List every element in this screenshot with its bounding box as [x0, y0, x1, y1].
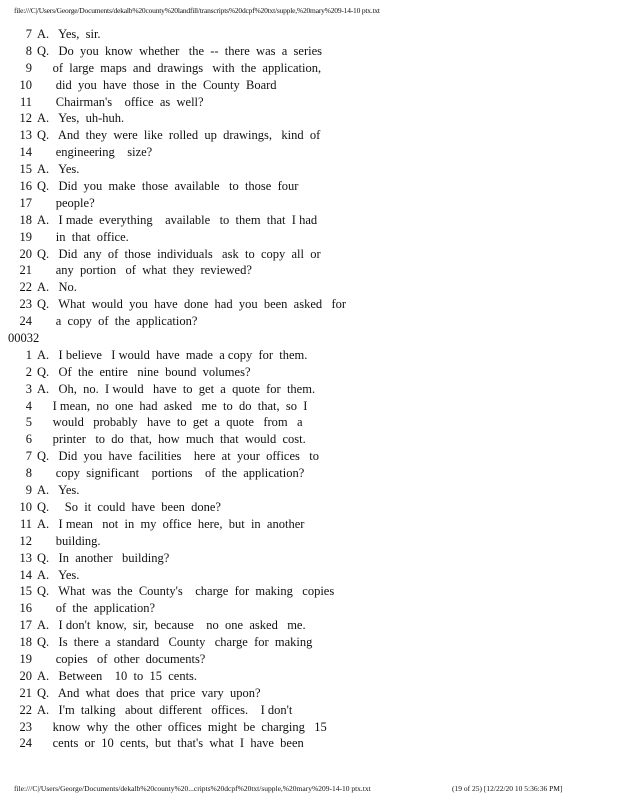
transcript-line — [14, 651, 614, 668]
line-text: people? — [37, 195, 95, 210]
line-number: 10 — [19, 499, 32, 514]
transcript-line — [14, 583, 614, 600]
line-text: Q. Did you make those available to those four — [37, 179, 299, 194]
line-text: building. — [37, 533, 101, 548]
line-number: 22 — [19, 280, 32, 295]
line-number: 1 — [25, 347, 32, 362]
line-number: 17 — [19, 618, 32, 633]
transcript-line — [14, 60, 614, 77]
line-number: 2 — [25, 364, 32, 379]
line-number: 5 — [25, 415, 32, 430]
line-text: of the application? — [37, 601, 156, 616]
transcript-line — [14, 229, 614, 246]
transcript-line — [14, 465, 614, 482]
line-text: A. Oh, no. I would have to get a quote for them. — [37, 381, 316, 396]
transcript-line — [14, 178, 614, 195]
line-number: 20 — [19, 246, 32, 261]
line-number: 10 — [19, 77, 32, 92]
line-number: 16 — [19, 601, 32, 616]
line-number: 16 — [19, 179, 32, 194]
line-text: of large maps and drawings with the application, — [37, 60, 322, 75]
line-text: A. I believe I would have made a copy for them. — [37, 347, 308, 362]
line-number: 18 — [19, 212, 32, 227]
line-text: Q. And what does that price vary upon? — [37, 685, 261, 700]
transcript-line — [14, 195, 614, 212]
transcript-line — [14, 43, 614, 60]
line-number: 6 — [25, 432, 32, 447]
line-text: Q. Of the entire nine bound volumes? — [37, 364, 251, 379]
line-number: 11 — [19, 94, 32, 109]
transcript-line — [14, 313, 614, 330]
line-text: Q. So it could have been done? — [37, 499, 221, 514]
transcript-line — [14, 279, 614, 296]
line-text: A. Yes. — [37, 567, 80, 582]
transcript-line — [14, 212, 614, 229]
transcript-line — [14, 398, 614, 415]
transcript-line — [14, 110, 614, 127]
line-text: would probably have to get a quote from a — [37, 415, 303, 430]
line-text: Q. Did any of those individuals ask to copy all or — [37, 246, 321, 261]
transcript-line — [14, 600, 614, 617]
line-text: A. Yes, sir. — [37, 27, 101, 41]
line-number: 8 — [25, 43, 32, 58]
line-number: 9 — [25, 483, 32, 498]
line-number: 3 — [25, 381, 32, 396]
file-path-footer: file:///C|/Users/George/Documents/dekalb%20county%20...cripts%20dcpf%20txt/supple,%20mary%209-14-10 ptx.txt — [14, 784, 371, 793]
line-number: 8 — [25, 466, 32, 481]
line-text: A. I made everything available to them that I had — [37, 212, 318, 227]
line-number: 17 — [19, 195, 32, 210]
line-text: did you have those in the County Board — [37, 77, 277, 92]
line-number: 11 — [19, 516, 32, 531]
line-text: A. Between 10 to 15 cents. — [37, 668, 198, 683]
line-text: A. I don't know, sir, because no one asked me. — [37, 618, 306, 633]
line-text: A. I'm talking about different offices. I don't — [37, 702, 293, 717]
transcript-line — [14, 617, 614, 634]
transcript-line — [14, 94, 614, 111]
transcript-line — [14, 634, 614, 651]
line-text: A. Yes. — [37, 162, 80, 177]
line-text: Q. Did you have facilities here at your offices to — [37, 449, 319, 464]
transcript-line — [14, 702, 614, 719]
transcript-line — [14, 550, 614, 567]
line-number: 7 — [25, 449, 32, 464]
line-number: 20 — [19, 668, 32, 683]
transcript-line — [14, 685, 614, 702]
line-text: any portion of what they reviewed? — [37, 263, 252, 278]
line-text: in that office. — [37, 229, 129, 244]
transcript-line — [14, 26, 614, 43]
line-text: Q. What would you have done had you been asked for — [37, 297, 347, 312]
line-number: 21 — [19, 263, 32, 278]
line-number: 22 — [19, 702, 32, 717]
line-number: 4 — [25, 398, 32, 413]
line-number: 7 — [25, 27, 32, 41]
line-text: Q. What was the County's charge for making copies — [37, 584, 335, 599]
transcript-body — [8, 26, 614, 752]
transcript-line — [14, 735, 614, 752]
transcript-line — [14, 431, 614, 448]
line-number: 15 — [19, 584, 32, 599]
line-number: 19 — [19, 651, 32, 666]
transcript-line — [14, 77, 614, 94]
line-text: Q. And they were like rolled up drawings, kind of — [37, 128, 321, 143]
page-number-line — [8, 330, 614, 347]
line-number: 24 — [19, 736, 32, 751]
line-text: cents or 10 cents, but that's what I have been — [37, 736, 304, 751]
transcript-line — [14, 499, 614, 516]
line-number: 14 — [19, 145, 32, 160]
line-text: Q. In another building? — [37, 550, 170, 565]
line-number: 15 — [19, 162, 32, 177]
transcript-line — [14, 296, 614, 313]
line-text: Q. Is there a standard County charge for making — [37, 635, 313, 650]
line-number: 24 — [19, 314, 32, 329]
transcript-line — [14, 516, 614, 533]
transcript-line — [14, 127, 614, 144]
line-text: copies of other documents? — [37, 651, 206, 666]
line-number: 21 — [19, 685, 32, 700]
line-text: know why the other offices might be charging 15 — [37, 719, 327, 734]
transcript-line — [14, 246, 614, 263]
line-text: a copy of the application? — [37, 314, 198, 329]
transcript-line — [14, 161, 614, 178]
line-text: engineering size? — [37, 145, 153, 160]
line-text: printer to do that, how much that would cost. — [37, 432, 306, 447]
line-number: 23 — [19, 719, 32, 734]
line-text: A. Yes. — [37, 483, 80, 498]
line-text: copy significant portions of the application? — [37, 466, 305, 481]
line-text: A. No. — [37, 280, 77, 295]
line-text: Q. Do you know whether the -- there was a series — [37, 43, 322, 58]
line-text: Chairman's office as well? — [37, 94, 204, 109]
line-text: A. Yes, uh-huh. — [37, 111, 125, 126]
transcript-line — [14, 144, 614, 161]
page-info-footer: (19 of 25) [12/22/20 10 5:36:36 PM] — [452, 784, 563, 793]
line-number: 12 — [19, 111, 32, 126]
line-number: 13 — [19, 128, 32, 143]
line-number: 18 — [19, 635, 32, 650]
transcript-line — [14, 262, 614, 279]
transcript-line — [14, 533, 614, 550]
line-number: 12 — [19, 533, 32, 548]
line-number: 14 — [19, 567, 32, 582]
file-path-header: file:///C|/Users/George/Documents/dekalb%20county%20landfill/transcripts%20dcpf%20txt/supple,%20mary%209-14-10 ptx.txt — [14, 6, 380, 15]
line-number: 19 — [19, 229, 32, 244]
transcript-line — [14, 482, 614, 499]
transcript-line — [14, 719, 614, 736]
transcript-line — [14, 414, 614, 431]
transcript-line — [14, 347, 614, 364]
line-text: A. I mean not in my office here, but in another — [37, 516, 305, 531]
line-number: 23 — [19, 297, 32, 312]
transcript-line — [14, 567, 614, 584]
transcript-line — [14, 668, 614, 685]
transcript-line — [14, 381, 614, 398]
transcript-line — [14, 448, 614, 465]
line-text: I mean, no one had asked me to do that, so I — [37, 398, 308, 413]
transcript-line — [14, 364, 614, 381]
page-number: 00032 — [8, 331, 40, 346]
line-number: 9 — [25, 60, 32, 75]
line-number: 13 — [19, 550, 32, 565]
